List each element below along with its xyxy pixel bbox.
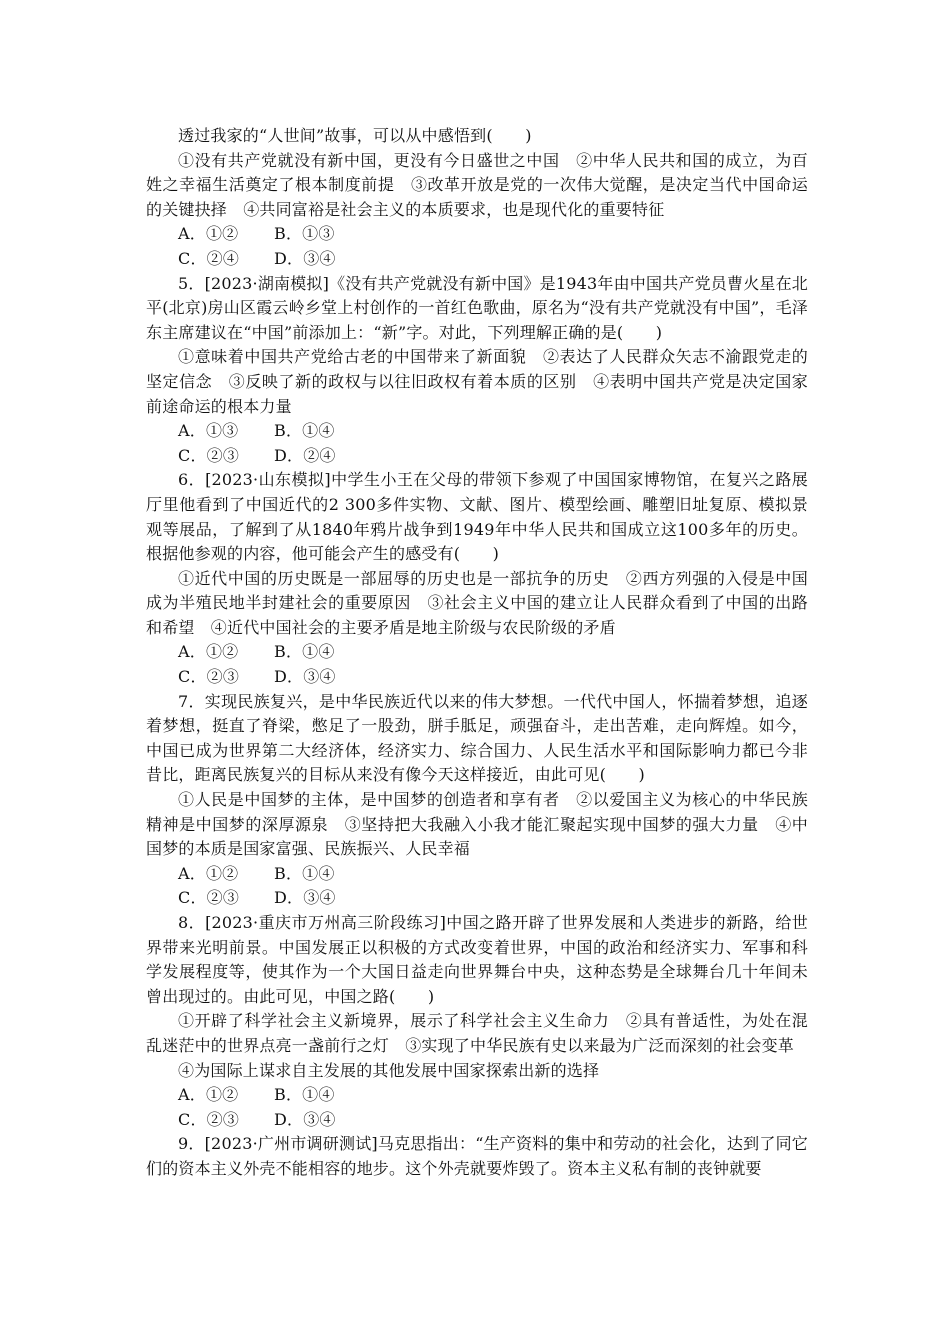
answer-option: C．②③ bbox=[178, 445, 240, 465]
paragraph: ④为国际上谋求自主发展的其他发展中国家探索出新的选择 bbox=[178, 1060, 600, 1080]
answer-option: B．①④ bbox=[274, 642, 335, 662]
answer-options-row bbox=[146, 886, 808, 911]
paragraph: ①意味着中国共产党给古老的中国带来了新面貌 ②表达了人民群众矢志不渝跟党走的坚定信念 ③反映了新的政权与以往旧政权有着本质的区别 ④表明中国共产党是决定国家前途命运的根本力量 bbox=[146, 347, 808, 416]
answer-option: D．③④ bbox=[274, 667, 336, 687]
paragraph: ①近代中国的历史既是一部屈辱的历史也是一部抗争的历史 ②西方列强的入侵是中国成为半殖民地半封建社会的重要原因 ③社会主义中国的建立让人民群众看到了中国的出路和希望 ④近代中国社会的主要矛盾是地主阶级与农民阶级的矛盾 bbox=[146, 568, 808, 637]
answer-options-row bbox=[146, 444, 808, 469]
answer-options-row bbox=[146, 1108, 808, 1133]
paragraph: 透过我家的“人世间”故事，可以从中感悟到( ) bbox=[178, 126, 532, 145]
answer-option: C．②③ bbox=[178, 667, 240, 687]
paragraph: 5．[2023·湖南模拟]《没有共产党就没有新中国》是1943年由中国共产党员曹火星在北平(北京)房山区霞云岭乡堂上村创作的一首红色歌曲，原名为“没有共产党就没有中国”，毛泽东主席建议在“中国”前添加上：“新”字。对此，下列理解正确的是( ) bbox=[146, 273, 808, 342]
paragraph: ①没有共产党就没有新中国，更没有今日盛世之中国 ②中华人民共和国的成立，为百姓之幸福生活奠定了根本制度前提 ③改革开放是党的一次伟大觉醒，是决定当代中国命运的关键抉择 ④共同富裕是社会主义的本质要求，也是现代化的重要特征 bbox=[146, 150, 808, 219]
paragraph: ①人民是中国梦的主体，是中国梦的创造者和享有者 ②以爱国主义为核心的中华民族精神是中国梦的深厚源泉 ③坚持把大我融入小我才能汇聚起实现中国梦的强大力量 ④中国梦的本质是国家富强、民族振兴、人民幸福 bbox=[146, 790, 808, 859]
paragraph: 8．[2023·重庆市万州高三阶段练习]中国之路开辟了世界发展和人类进步的新路，给世界带来光明前景。中国发展正以积极的方式改变着世界，中国的政治和经济实力、军事和科学发展程度等，使其作为一个大国日益走向世界舞台中央，这种态势是全球舞台几十年间未曾出现过的。由此可见，中国之路( ) bbox=[146, 913, 808, 1006]
answer-options-row bbox=[146, 419, 808, 444]
answer-option: B．①④ bbox=[274, 1085, 335, 1105]
answer-options-row bbox=[146, 640, 808, 665]
paragraph: 7．实现民族复兴，是中华民族近代以来的伟大梦想。一代代中国人，怀揣着梦想，追逐着梦想，挺直了脊梁，憋足了一股劲，胼手胝足，顽强奋斗，走出苦难，走向辉煌。如今，中国已成为世界第二大经济体，经济实力、综合国力、人民生活水平和国际影响力都已今非昔比，距离民族复兴的目标从来没有像今天这样接近，由此可见( ) bbox=[146, 691, 808, 785]
answer-options-row bbox=[146, 247, 808, 272]
answer-options-row bbox=[146, 665, 808, 690]
answer-option: C．②④ bbox=[178, 248, 240, 268]
answer-option: D．②④ bbox=[274, 445, 336, 465]
answer-options-row bbox=[146, 1083, 808, 1108]
answer-option: A．①② bbox=[178, 642, 239, 662]
answer-option: A．①② bbox=[178, 1085, 239, 1105]
paragraph: 6．[2023·山东模拟]中学生小王在父母的带领下参观了中国国家博物馆，在复兴之路展厅里他看到了中国近代的2 300多件实物、文献、图片、模型绘画、雕塑旧址复原、模拟景观等展品，了解到了从1840年鸦片战争到1949年中华人民共和国成立这100多年的历史。根据他参观的内容，他可能会产生的感受有( ) bbox=[146, 470, 808, 564]
paragraph: 9．[2023·广州市调研测试]马克思指出：“生产资料的集中和劳动的社会化，达到了同它们的资本主义外壳不能相容的地步。这个外壳就要炸毁了。资本主义私有制的丧钟就要 bbox=[146, 1134, 808, 1178]
answer-option: B．①③ bbox=[274, 224, 335, 244]
answer-options-row bbox=[146, 862, 808, 887]
answer-option: B．①④ bbox=[274, 421, 335, 441]
answer-option: D．③④ bbox=[274, 248, 336, 268]
answer-option: D．③④ bbox=[274, 1109, 336, 1129]
answer-options-row bbox=[146, 222, 808, 247]
answer-option: A．①③ bbox=[178, 421, 239, 441]
answer-option: C．②③ bbox=[178, 1109, 240, 1129]
answer-option: D．③④ bbox=[274, 888, 336, 908]
answer-option: A．①② bbox=[178, 863, 239, 883]
answer-option: C．②③ bbox=[178, 888, 240, 908]
document-page bbox=[146, 124, 808, 1182]
answer-option: B．①④ bbox=[274, 863, 335, 883]
answer-option: A．①② bbox=[178, 224, 239, 244]
paragraph: ①开辟了科学社会主义新境界，展示了科学社会主义生命力 ②具有普适性，为处在混乱迷茫中的世界点亮一盏前行之灯 ③实现了中华民族有史以来最为广泛而深刻的社会变革 bbox=[146, 1011, 808, 1055]
